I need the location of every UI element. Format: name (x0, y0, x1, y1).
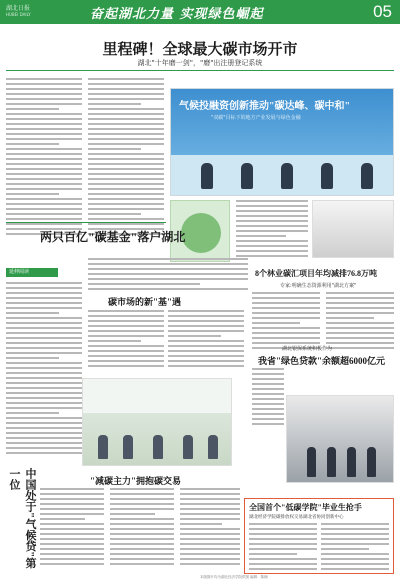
lead-column-1 (6, 78, 82, 238)
page-footer: 本版图片均为湖北经济学院供图 编辑：陈楠 (200, 575, 268, 579)
lead-subhead: 湖北"十年磨一剑"，"磨"出注册登记系统 (137, 59, 263, 67)
lead-headline: 里程碑！全球最大碳市场开市 (102, 42, 298, 58)
paper-name: 湖北日报 (6, 5, 31, 12)
section2-title: 碳市场的新"基"遇 (108, 297, 181, 307)
speaker-figure (201, 163, 213, 189)
section1-column-1 (6, 282, 82, 457)
divider (6, 222, 166, 223)
photo-banner-title: 气候投融资创新推动"碳达峰、碳中和" (179, 101, 351, 112)
section4-column (252, 368, 284, 428)
paper-sub: HUBEI DAILY (6, 12, 31, 17)
section6-column-1 (249, 523, 317, 573)
news-photo (286, 395, 394, 483)
section6-title: 全国首个"低碳学院"毕业生抢手 (249, 503, 362, 512)
section5-column-2 (110, 488, 174, 568)
keyline-label: 延伸阅读 (6, 268, 58, 277)
section5-title: "减碳主力"拥抱碳交易 (90, 476, 181, 486)
masthead-slogan: 奋起湖北力量 实现绿色崛起 (90, 7, 264, 22)
masthead (0, 0, 400, 24)
photo-banner-sub: "双碳"目标下的地方产业发展与绿色金融 (211, 115, 301, 121)
divider (6, 70, 394, 71)
section5-column-1 (40, 488, 104, 568)
section2-column-2 (168, 310, 244, 370)
section4-title: 我省"绿色贷款"余额超6000亿元 (258, 356, 385, 366)
portrait-photo (312, 200, 394, 258)
caption-column (236, 200, 308, 260)
lead-column-2 (88, 78, 164, 238)
conference-photo (170, 88, 394, 196)
section4-kicker: 湖北银保系统积极作为 (282, 346, 333, 352)
section3-column-2 (326, 292, 394, 352)
section3-title: 8个林业碳汇项目年均减排76.8万吨 (255, 269, 377, 278)
side-vertical-headline (6, 468, 36, 572)
section6-sub: 湖北经济学院碳排放权交易湖北省协同创新中心 (249, 515, 344, 520)
section6-column-2 (321, 523, 389, 573)
side-vertical-text: 中国处于"气候贷"第一位 (8, 468, 36, 569)
page-number: 05 (373, 2, 392, 21)
section1-title: 两只百亿"碳基金"落户湖北 (40, 230, 186, 244)
section2-column-1 (88, 310, 164, 370)
speaker-figure (361, 163, 373, 189)
section3-sub: 专家:明确生态资源利用"湖北方案" (280, 283, 357, 289)
section1-column-2 (88, 258, 248, 293)
section3-column-1 (252, 292, 320, 352)
exhibition-photo (82, 378, 232, 466)
section5-column-3 (180, 488, 240, 568)
highlight-box (244, 498, 394, 574)
speaker-figure (281, 163, 293, 189)
speaker-figure (241, 163, 253, 189)
speaker-figure (321, 163, 333, 189)
